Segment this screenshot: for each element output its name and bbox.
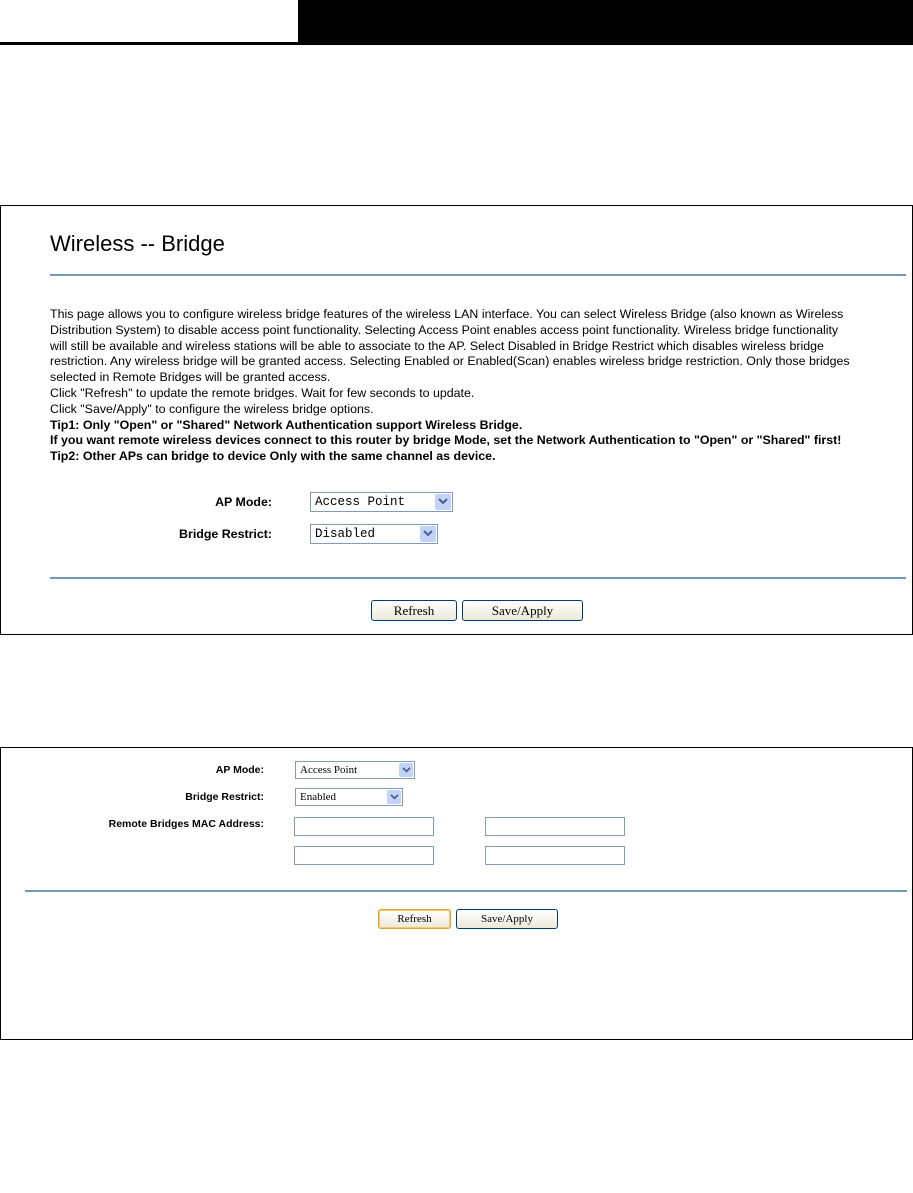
tip-line: Tip2: Other APs can bridge to device Only with the same channel as device.: [50, 449, 496, 464]
remote-bridges-label: Remote Bridges MAC Address:: [108, 818, 264, 830]
form-divider: [50, 577, 906, 579]
bridge-enabled-screenshot: [0, 747, 913, 1040]
ap-mode-select[interactable]: [310, 492, 453, 512]
save-apply-button[interactable]: Save/Apply: [462, 600, 583, 621]
remote-bridge-mac-input-3[interactable]: [294, 846, 434, 865]
refresh-button[interactable]: Refresh: [371, 600, 457, 621]
ap-mode-select[interactable]: [295, 761, 415, 779]
bridge-settings-screenshot: [0, 205, 913, 635]
description-line: Distribution System) to disable access point functionality. Selecting Access Point enables access point functionality. Wireless bridge functionality: [50, 322, 839, 337]
ap-mode-label: AP Mode:: [215, 495, 272, 509]
refresh-button[interactable]: Refresh: [378, 909, 451, 929]
bridge-restrict-select[interactable]: [310, 524, 438, 544]
chevron-down-icon[interactable]: [399, 763, 413, 777]
remote-bridge-mac-input-1[interactable]: [294, 817, 434, 836]
description-line: restriction. Any wireless bridge will be granted access. Selecting Enabled or Enabled(Scan) enables wireless bridge restriction. Only those bridges: [50, 354, 850, 369]
description-line: selected in Remote Bridges will be granted access.: [50, 370, 331, 385]
description-line: will still be available and wireless stations will be able to associate to the AP. Select Disabled in Bridge Restrict which disables wireless bridge: [50, 338, 824, 353]
title-divider: [50, 274, 906, 276]
chevron-down-icon[interactable]: [387, 790, 401, 804]
ap-mode-value: Access Point: [315, 495, 406, 509]
chevron-down-icon[interactable]: [420, 526, 436, 542]
description-line: Click "Refresh" to update the remote bridges. Wait for few seconds to update.: [50, 385, 475, 400]
bridge-restrict-label: Bridge Restrict:: [185, 791, 264, 803]
tip-line: Tip1: Only "Open" or "Shared" Network Authentication support Wireless Bridge.: [50, 417, 523, 432]
bridge-restrict-value: Enabled: [300, 791, 337, 803]
remote-bridge-mac-input-2[interactable]: [485, 817, 625, 836]
document-header-bar: [298, 0, 913, 42]
tip-line: If you want remote wireless devices connect to this router by bridge Mode, set the Network Authentication to "Open" or "Shared" first!: [50, 433, 842, 448]
bridge-restrict-select[interactable]: [295, 788, 403, 806]
page-title: Wireless -- Bridge: [50, 231, 225, 256]
ap-mode-value: Access Point: [300, 764, 358, 776]
save-apply-button[interactable]: Save/Apply: [456, 909, 558, 929]
ap-mode-label: AP Mode:: [215, 764, 264, 776]
remote-bridge-mac-input-4[interactable]: [485, 846, 625, 865]
bridge-restrict-label: Bridge Restrict:: [179, 527, 272, 541]
bridge-restrict-value: Disabled: [315, 527, 376, 541]
form-divider: [25, 890, 907, 892]
description-line: This page allows you to configure wireless bridge features of the wireless LAN interface. You can select Wireless Bridge (also known as Wireless: [50, 307, 844, 321]
page-description: [50, 307, 912, 465]
description-line: Click "Save/Apply" to configure the wireless bridge options.: [50, 401, 374, 416]
chevron-down-icon[interactable]: [435, 494, 451, 510]
document-header-rule: [0, 42, 913, 45]
